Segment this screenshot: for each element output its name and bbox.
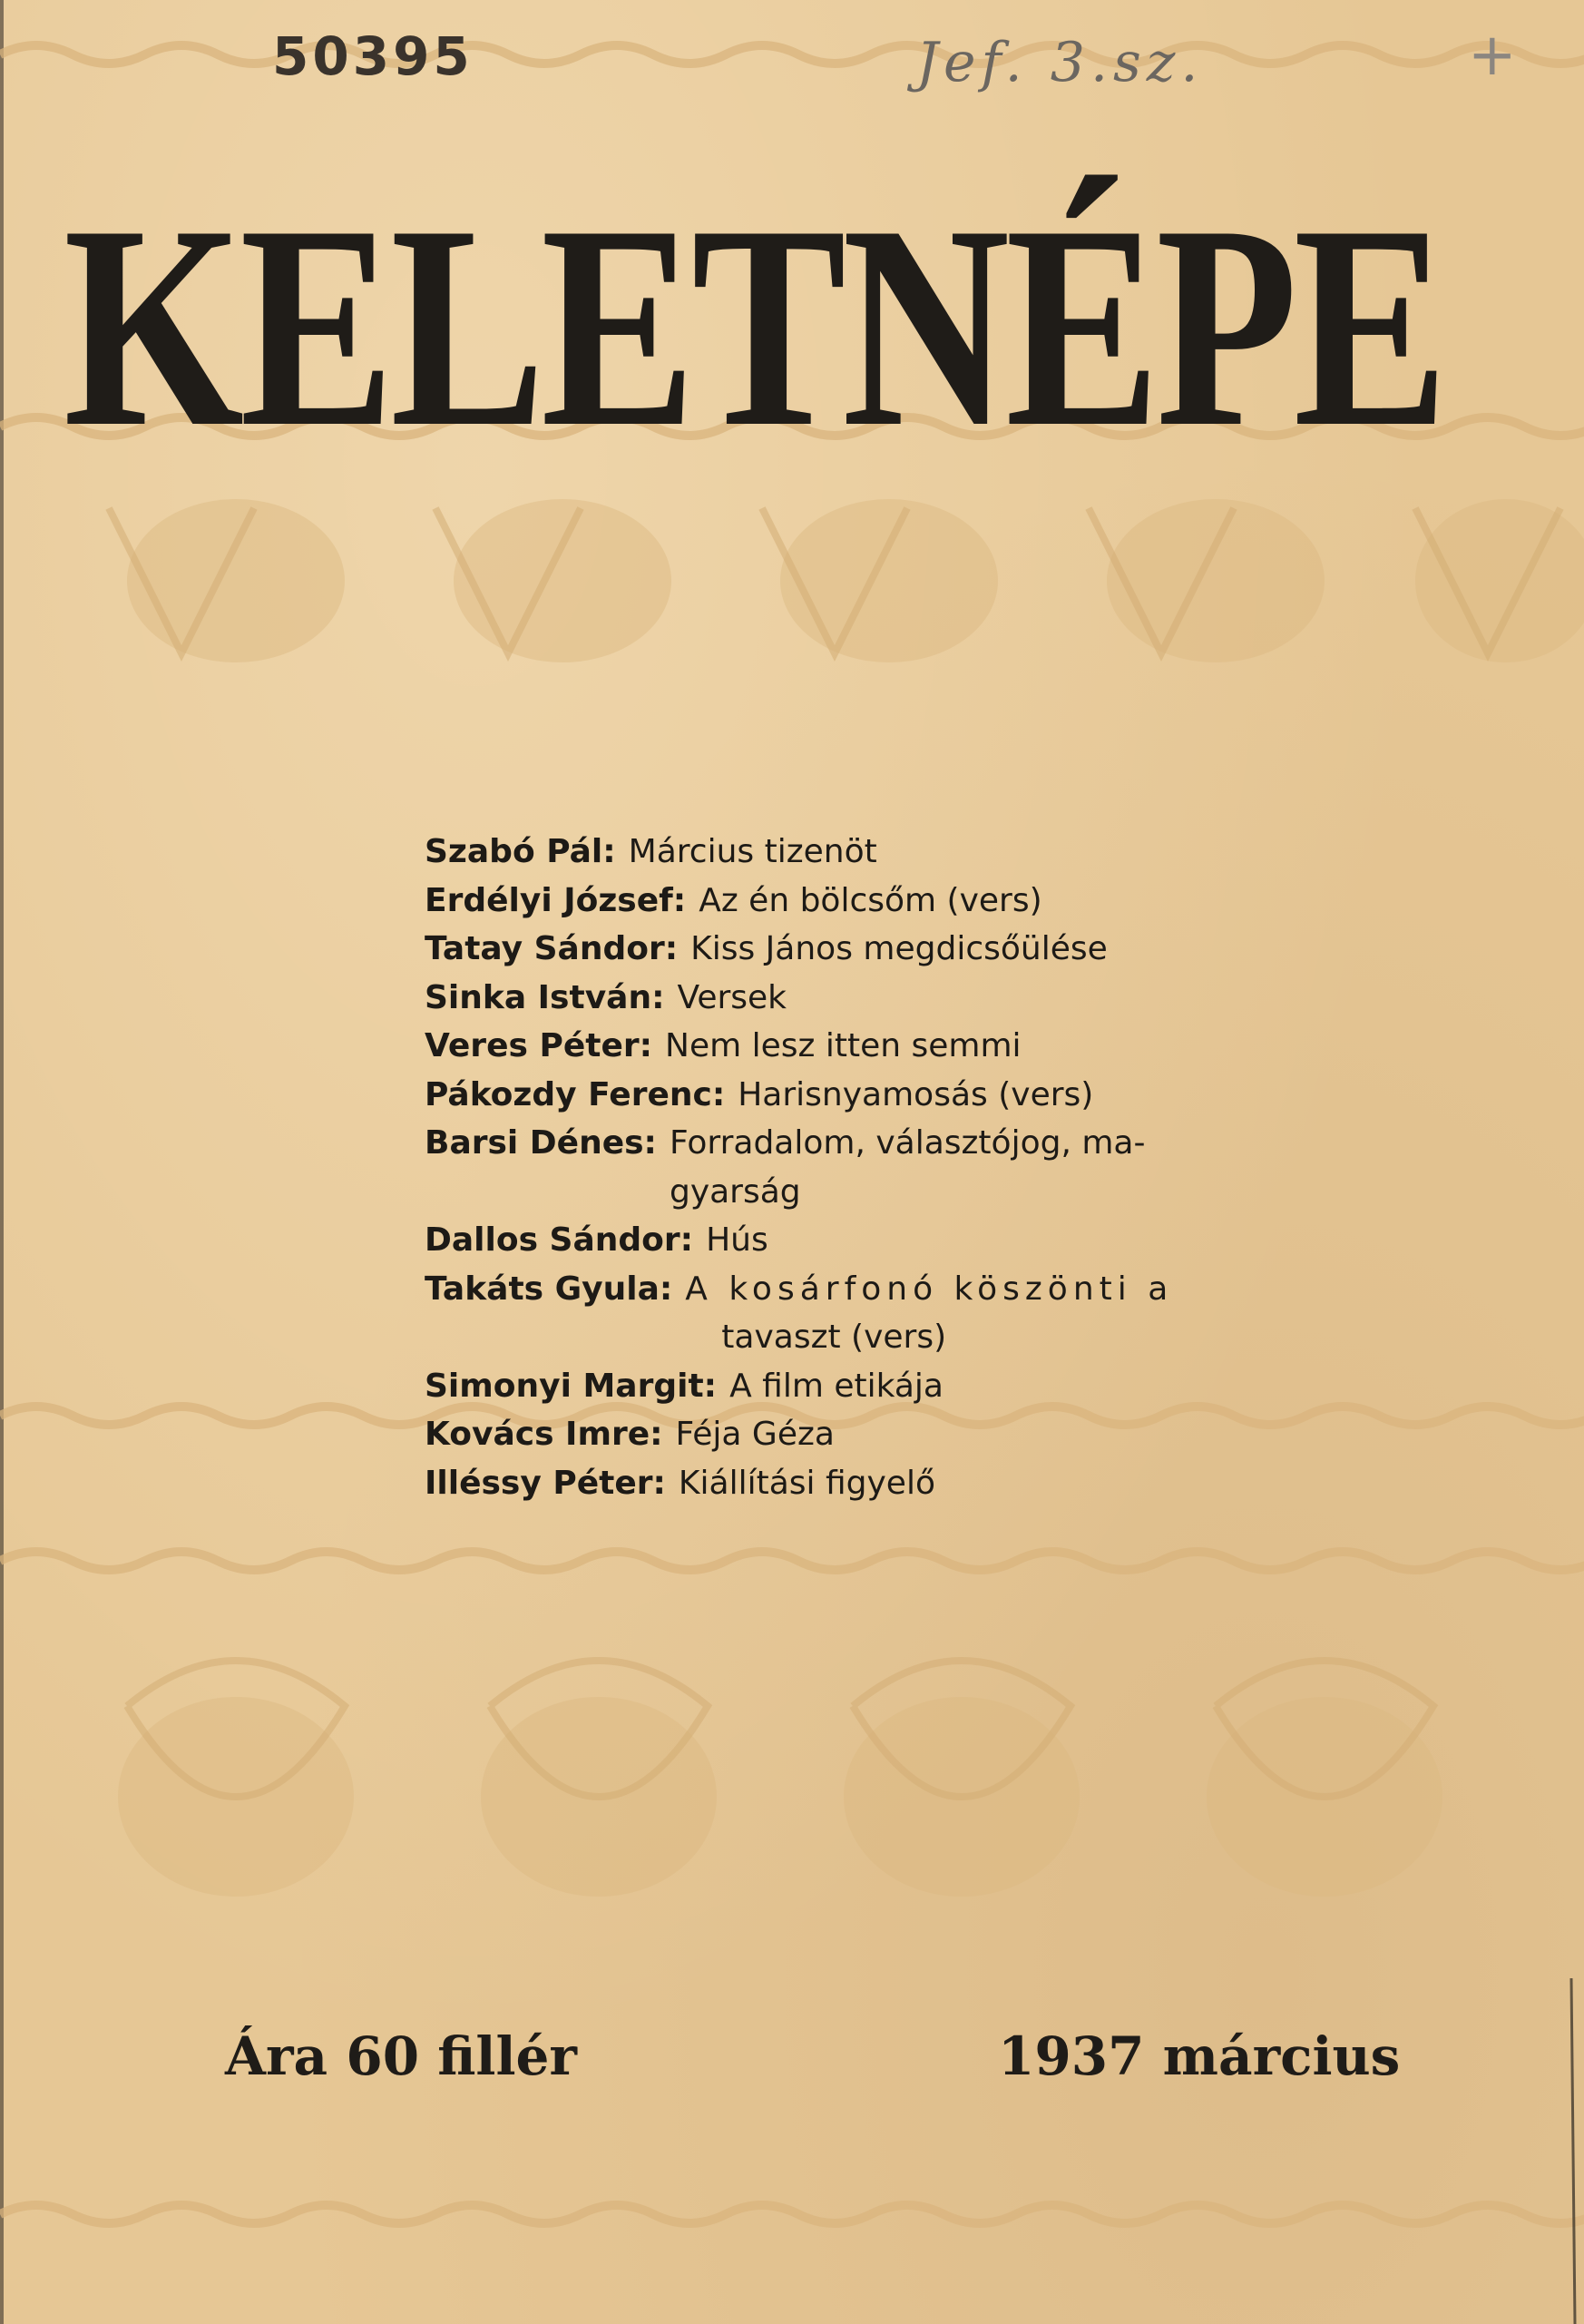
corner-pencil-mark: + (1468, 22, 1517, 89)
toc-title: Hús (706, 1221, 768, 1259)
toc-author: Dallos Sándor: (425, 1221, 694, 1259)
table-of-contents (425, 828, 1223, 1507)
toc-title: Versek (677, 978, 787, 1016)
toc-entry (425, 1410, 1223, 1459)
toc-title: Az én bölcsőm (vers) (699, 881, 1042, 919)
cover-price: Ára 60 fillér (225, 2025, 577, 2087)
magazine-title: KELETNÉPE (64, 166, 1444, 487)
toc-author: Takáts Gyula: (425, 1270, 673, 1308)
issue-date: 1937 március (998, 2025, 1401, 2087)
toc-entry (425, 1119, 1223, 1216)
archive-stamp-number: 50395 (272, 25, 474, 87)
toc-author: Szabó Pál: (425, 833, 616, 870)
toc-author: Barsi Dénes: (425, 1124, 657, 1162)
toc-entry (425, 828, 1223, 877)
toc-title: Kiss János megdicsőülése (690, 930, 1108, 967)
toc-author: Simonyi Margit: (425, 1367, 718, 1405)
toc-title-line: Forradalom, választójog, ma- (669, 1124, 1146, 1162)
toc-title: Harisnyamosás (vers) (738, 1075, 1094, 1113)
handwritten-note: Jef. 3.sz. (916, 31, 1204, 94)
toc-author: Sinka István: (425, 978, 665, 1016)
toc-entry (425, 925, 1223, 974)
toc-entry (425, 1459, 1223, 1508)
toc-title (670, 1119, 1145, 1216)
toc-title: Kiállítási figyelő (678, 1464, 935, 1502)
toc-author: Pákozdy Ferenc: (425, 1075, 726, 1113)
toc-entry (425, 1265, 1223, 1362)
toc-entry (425, 1071, 1223, 1120)
toc-author: Illéssy Péter: (425, 1464, 666, 1502)
toc-entry (425, 1022, 1223, 1071)
toc-entry (425, 1362, 1223, 1411)
toc-author: Veres Péter: (425, 1027, 653, 1064)
toc-entry (425, 877, 1223, 926)
toc-author: Kovács Imre: (425, 1416, 663, 1453)
toc-title (685, 1265, 1173, 1362)
toc-title: A film etikája (729, 1367, 944, 1405)
toc-title-line: A kosárfonó köszönti a (685, 1270, 1174, 1308)
toc-title: Nem lesz itten semmi (665, 1027, 1022, 1064)
toc-title-continuation: tavaszt (vers) (721, 1319, 947, 1356)
toc-author: Erdélyi József: (425, 881, 687, 919)
toc-entry (425, 1216, 1223, 1265)
toc-title: Féja Géza (675, 1416, 835, 1453)
toc-title-continuation: gyarság (669, 1172, 801, 1211)
toc-author: Tatay Sándor: (425, 930, 679, 967)
toc-entry (425, 974, 1223, 1023)
toc-title: Március tizenöt (628, 833, 877, 870)
